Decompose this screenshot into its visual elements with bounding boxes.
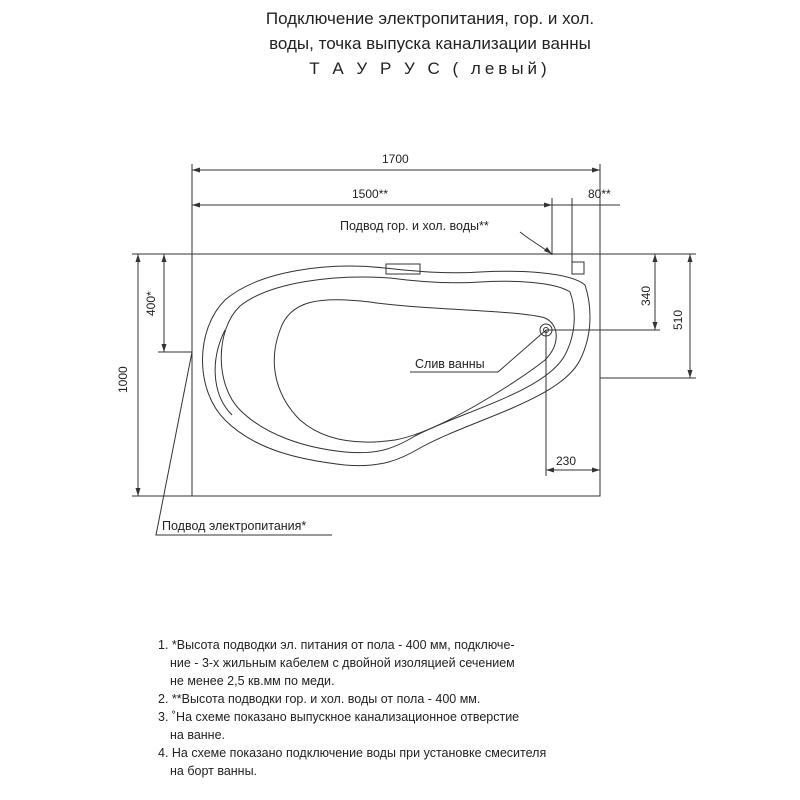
title-line-1: Подключение электропитания, гор. и хол.: [265, 9, 595, 28]
dim-1500-label: 1500**: [352, 187, 389, 201]
arrow-340-top: [653, 254, 658, 262]
note-line: 4. На схеме показано подключение воды при установке смесителя: [158, 746, 547, 760]
dim-400-label: 400*: [144, 291, 158, 316]
note-line: на борт ванны.: [170, 764, 258, 778]
water-leader-2: [520, 232, 528, 238]
note-line: не менее 2,5 кв.мм по меди.: [170, 674, 335, 688]
headrest-line: [215, 330, 232, 415]
arrow-water: [544, 247, 552, 254]
arrow-400-top: [162, 254, 167, 262]
model-name: Т А У Р У С ( левый): [309, 59, 551, 78]
note-item: [158, 636, 718, 690]
arrow-1000-top: [136, 254, 141, 262]
arrow-510-top: [688, 254, 693, 262]
note-line: 2. **Высота подводки гор. и хол. воды от пола - 400 мм.: [158, 692, 481, 706]
bathtub-rim-outer: [203, 266, 591, 465]
dim-340-label: 340: [639, 285, 653, 306]
note-line: на ванне.: [170, 728, 226, 742]
arrow-340-bottom: [653, 322, 658, 330]
power-supply-label: Подвод электропитания*: [162, 519, 307, 533]
water-supply-label: Подвод гор. и хол. воды**: [340, 219, 489, 233]
note-item: [158, 744, 718, 780]
arrow-1000-bottom: [136, 488, 141, 496]
mixer-valve: [572, 262, 584, 274]
title-line-2: воды, точка выпуска канализации ванны: [269, 34, 591, 53]
dim-230-label: 230: [556, 454, 577, 468]
power-leader: [156, 352, 332, 535]
dim-510-label: 510: [671, 309, 685, 330]
arrow-1500-left: [192, 203, 200, 208]
note-line: 3. ˚На схеме показано выпускное канализационное отверстие: [158, 710, 520, 724]
arrow-230-left: [546, 468, 554, 473]
note-item: [158, 708, 718, 744]
dim-1700-label: 1700: [382, 152, 409, 166]
dim-1000-label: 1000: [116, 366, 130, 393]
arrow-400-bottom: [162, 344, 167, 352]
arrow-1500-right: [544, 203, 552, 208]
notes-list: [158, 636, 718, 780]
arrow-1700-left: [192, 168, 200, 173]
note-item: [158, 690, 718, 708]
note-line: ние - 3-х жильным кабелем с двойной изоляцией сечением: [170, 656, 515, 670]
drain-label: Слив ванны: [415, 357, 485, 371]
arrow-1700-right: [592, 168, 600, 173]
note-line: 1. *Высота подводки эл. питания от пола - 400 мм, подключе-: [158, 638, 515, 652]
dim-80-label: 80**: [588, 187, 611, 201]
arrow-510-bottom: [688, 370, 693, 378]
arrow-230-right: [592, 468, 600, 473]
